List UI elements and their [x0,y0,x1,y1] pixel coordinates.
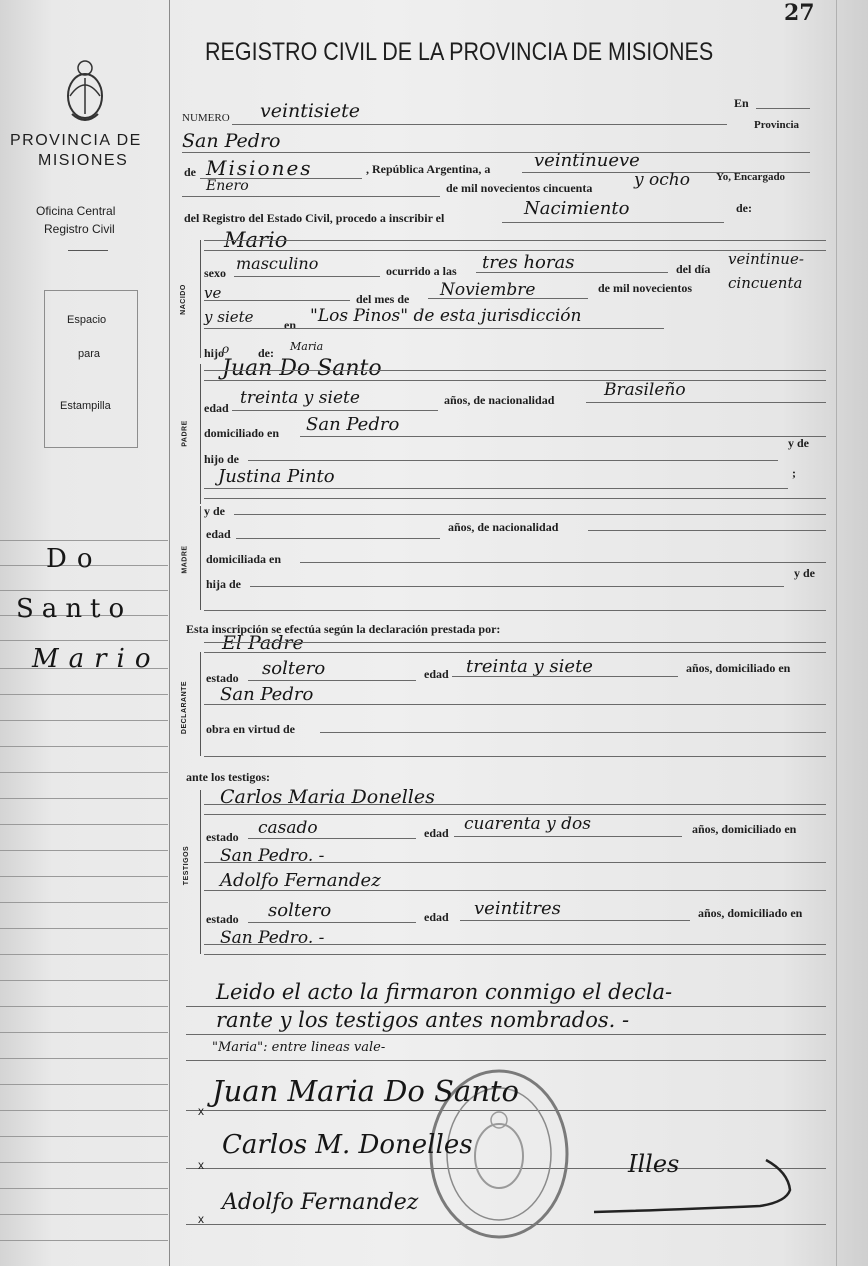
sexo-label: sexo [204,266,226,280]
testigo2-edad-label: edad [424,910,449,924]
padre-parent-value: Justina Pinto [218,466,335,487]
divider [68,250,108,251]
section-testigos: TESTIGOS [183,845,191,886]
declarante-who: El Padre [222,632,304,654]
padre-name-insert: Maria [290,340,324,353]
padre-edad-label: edad [204,401,229,415]
act-value: Nacimiento [524,198,630,219]
mes-label: del mes de [356,292,410,306]
signature-official: Illes [628,1150,680,1178]
margin-ruling [0,540,168,541]
declarante-edad-label: edad [424,667,449,681]
padre-name: Juan Do Santo [222,356,382,381]
dia-value-1: veintinue- [728,250,804,268]
testigo2-estado-value: soltero [268,900,332,921]
office-line1: Oficina Central [36,204,116,218]
page-title: REGISTRO CIVIL DE LA PROVINCIA DE MISIONES [205,38,714,66]
right-rule [836,0,837,1266]
section-padre: PADRE [181,420,189,447]
madre-y-de-label2: y de [794,566,815,580]
signature-mark-1: x [198,1104,204,1118]
padre-dom-label: domiciliado en [204,426,280,440]
numero-value: veintisiete [260,100,360,122]
en-label: En [734,96,749,110]
padre-nac-value: Brasileño [604,380,686,400]
del-dia-label: del día [676,262,711,276]
closing-note: "Maria": entre lineas vale- [212,1040,386,1055]
declarante-anios-label: años, domiciliado en [686,661,791,675]
place-value: San Pedro [182,130,281,152]
testigo1-anios-label: años, domiciliado en [692,822,797,836]
office-line2: Registro Civil [44,222,115,236]
declarante-intro: Esta inscripción se efectúa según la declaración prestada por: [186,622,501,636]
padre-dom-value: San Pedro [306,414,400,435]
closing-line-2: rante y los testigos antes nombrados. - [216,1008,630,1032]
testigo2-edad-value: veintitres [474,898,561,919]
padre-semicolon: ; [792,466,796,480]
madre-nac-label: años, de nacionalidad [448,520,559,534]
signature-flourish [590,1150,800,1220]
stamp-label-3: Estampilla [60,400,111,412]
de-mil-label: de mil novecientos cincuenta [446,181,593,195]
de-mil-label-nacido: de mil novecientos [598,281,692,295]
stamp-label-2: para [78,348,101,360]
section-nacido: NACIDO [179,284,187,315]
testigo1-edad-value: cuarenta y dos [464,814,591,834]
de-label: de [184,165,196,179]
day-value: veintinueve [534,150,640,171]
padre-hijo-de-label: hijo de [204,452,240,466]
province-name-line2: MISIONES [38,152,129,169]
testigo2-anios-label: años, domiciliado en [698,906,803,920]
section-madre: MADRE [181,545,189,574]
yo-label: Yo, Encargado [716,171,786,183]
index-surname-1: Do [46,544,103,574]
province-value: Misiones [206,156,313,180]
declarante-estado-label: estado [206,671,239,685]
declarante-obra-label: obra en virtud de [206,722,296,736]
index-name: Mario [32,644,161,674]
closing-line-1: Leido el acto la firmaron conmigo el decla- [216,980,673,1004]
declarante-edad-value: treinta y siete [466,656,593,677]
mes-value: Noviembre [440,280,536,300]
lugar-value: "Los Pinos" de esta jurisdicción [310,306,582,326]
month-value: Enero [206,178,249,194]
testigo1-name: Carlos Maria Donelles [220,786,435,808]
padre-edad-value: treinta y siete [240,388,360,408]
madre-edad-label: edad [206,527,231,541]
stamp-label-1: Espacio [67,314,107,326]
signature-mark-3: x [198,1212,204,1226]
testigo1-dom-value: San Pedro. - [220,846,325,866]
madre-y-de-label: y de [204,504,225,518]
de-colon: de: [736,201,752,215]
ocurrido-label: ocurrido a las [386,264,457,278]
declarante-dom-value: San Pedro [220,684,314,705]
page-number: 27 [784,0,815,26]
hijo-de-label: de: [258,346,274,360]
province-name-line1: PROVINCIA DE [10,132,142,149]
hijo-label: hijo [204,346,225,360]
provincia-label: Provincia [754,119,800,131]
year-value: y ocho [634,170,690,190]
margin-rule [169,0,170,1266]
section-declarante: DECLARANTE [181,680,189,735]
numero-line [232,124,727,125]
testigo2-name: Adolfo Fernandez [220,870,381,891]
anio-value-1: cincuenta [728,274,803,292]
testigo2-dom-value: San Pedro. - [220,928,325,948]
hijo-suffix: o [222,342,230,356]
coat-of-arms-icon [62,56,108,126]
index-surname-2: Santo [16,594,133,624]
testigo1-estado-value: casado [258,818,318,838]
testigo1-edad-label: edad [424,826,449,840]
signature-mark-2: x [198,1158,204,1172]
testigos-intro: ante los testigos: [186,770,270,784]
numero-label: NUMERO [182,112,230,124]
signature-carlos: Carlos M. Donelles [222,1130,473,1160]
madre-hija-de-label: hija de [206,577,242,591]
anio-value-2: y siete [204,308,254,326]
republica-label: , República Argentina, a [366,162,491,176]
madre-dom-label: domiciliada en [206,552,282,566]
signature-juan: Juan Maria Do Santo [212,1074,519,1108]
dia-value-2: ve [204,284,222,302]
hora-value: tres horas [482,252,575,273]
declarante-estado-value: soltero [262,658,326,679]
padre-y-de-label: y de [788,436,809,450]
testigo2-estado-label: estado [206,912,239,926]
registro-label: del Registro del Estado Civil, procedo a inscribir el [184,211,445,225]
padre-nac-label: años, de nacionalidad [444,393,555,407]
testigo1-estado-label: estado [206,830,239,844]
nacido-name: Mario [224,228,288,252]
signature-adolfo: Adolfo Fernandez [222,1190,419,1215]
sexo-value: masculino [236,254,319,273]
en-label-nacido: en [284,318,296,332]
